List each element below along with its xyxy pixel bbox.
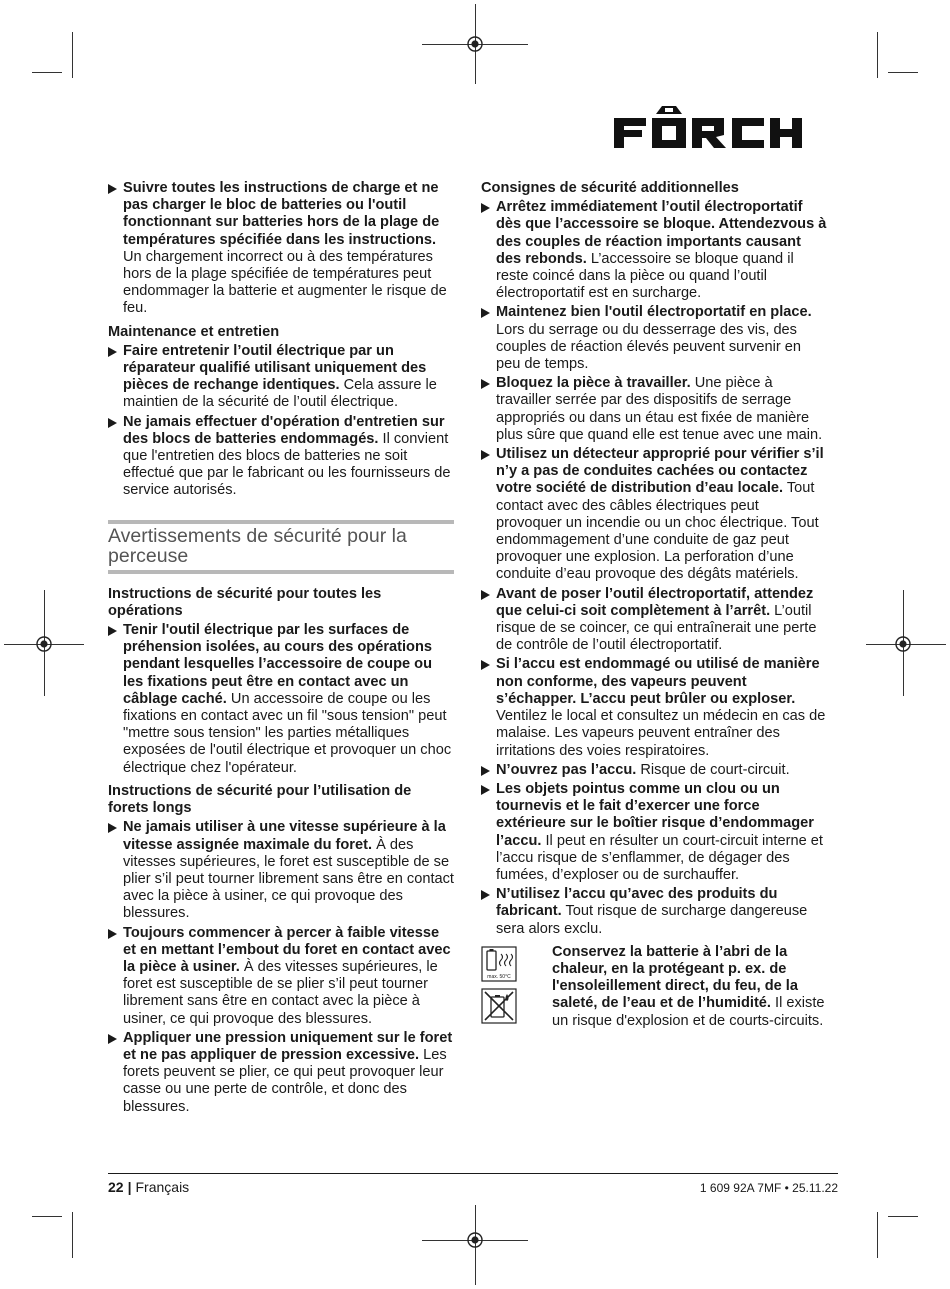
bullet-triangle-icon xyxy=(108,347,117,357)
list-item: Tenir l'outil électrique par les surfaces de préhension isolées, au cours des opérations pendant lesquelles l’accessoire de coupe ou les fixations peut être en contact avec un câblage caché. Un accessoire de coupe ou les fixations en contact avec un fil "sous tension" peut "mettre sous tension" les parties métalliques exposées de l'outil électrique et provoquer un choc électrique chez l'opérateur. xyxy=(108,622,454,777)
registration-mark-icon xyxy=(466,35,484,53)
bullet-triangle-icon xyxy=(108,823,117,833)
list-item: Bloquez la pièce à travailler. Une pièce à travailler serrée par des dispositifs de serrage appropriés ou dans un étau est fixée de manière plus sûre que quand elle est tenue avec une main. xyxy=(481,375,827,444)
crop-mark xyxy=(877,32,878,78)
subheading: Maintenance et entretien xyxy=(108,323,280,340)
page-number: 22 xyxy=(108,1179,124,1195)
footer-page-info xyxy=(108,1179,189,1195)
warning-icons xyxy=(481,946,519,1030)
battery-storage-note xyxy=(481,944,827,1054)
bullet-triangle-icon xyxy=(481,785,490,795)
left-column xyxy=(108,180,454,1118)
bullet-triangle-icon xyxy=(108,418,117,428)
footer-divider xyxy=(108,1173,838,1174)
registration-mark-icon xyxy=(894,635,912,653)
bullet-triangle-icon xyxy=(481,890,490,900)
right-column xyxy=(481,180,827,1054)
section-header xyxy=(108,520,454,574)
crop-mark xyxy=(877,1212,878,1258)
list-item: Avant de poser l’outil électroportatif, attendez que celui-ci soit complètement à l’arrêt. L’outil risque de se coincer, ce qui entraînerait une perte de contrôle de l’outil électroportatif. xyxy=(481,586,827,655)
registration-mark-icon xyxy=(466,1231,484,1249)
crop-mark xyxy=(888,1216,918,1217)
list-item: N’utilisez l’accu qu’avec des produits du fabricant. Tout risque de surcharge dangereuse sera alors exclu. xyxy=(481,886,827,938)
list-item: Si l’accu est endommagé ou utilisé de manière non conforme, des vapeurs peuvent s’échapper. L’accu peut brûler ou exploser. Ventilez le local et consultez un médecin en cas de malaise. Les vapeurs peuvent entraîner des irritations des voies respiratoires. xyxy=(481,656,827,759)
forch-logo xyxy=(612,104,826,150)
list-item: Maintenez bien l'outil électroportatif en place. Lors du serrage ou du desserrage des vis, des couples de réaction élevés peuvent survenir en peu de temps. xyxy=(481,304,827,373)
crop-mark xyxy=(32,1216,62,1217)
footer-doc-code: 1 609 92A 7MF • 25.11.22 xyxy=(699,1181,838,1195)
bullet-triangle-icon xyxy=(481,590,490,600)
list-item: Toujours commencer à percer à faible vitesse et en mettant l’embout du foret en contact avec la pièce à usiner. À des vitesses supérieures, le foret est susceptible de se plier s’il peut tourner librement sans être en contact avec la pièce à usiner, ce qui provoque des blessures. xyxy=(108,925,454,1028)
no-water-icon xyxy=(481,988,517,1024)
section-title: Avertissements de sécurité pour la perceuse xyxy=(108,524,407,567)
list-item: N’ouvrez pas l’accu. Risque de court-circuit. xyxy=(481,762,827,779)
list-item: Utilisez un détecteur approprié pour vérifier s’il n’y a pas de conduites cachées ou contactez votre société de distribution d’eau locale. Tout contact avec des câbles électriques peut provoquer un incendie ou un choc électrique. Tout endommagement d’une conduite de gaz peut provoquer une explosion. La perforation d’une conduite d’eau provoque des dégâts matériels. xyxy=(481,446,827,584)
bullet-triangle-icon xyxy=(108,626,117,636)
bullet-triangle-icon xyxy=(481,308,490,318)
list-item: Appliquer une pression uniquement sur le foret et ne pas appliquer de pression excessive. Les forets peuvent se plier, ce qui peut provoquer leur casse ou une perte de contrôle, et donc des blessures. xyxy=(108,1030,454,1116)
bullet-triangle-icon xyxy=(481,450,490,460)
bullet-triangle-icon xyxy=(481,660,490,670)
crop-mark xyxy=(888,72,918,73)
note-text: Conservez la batterie à l’abri de la chaleur, en la protégeant p. ex. de l'ensoleillement direct, du feu, de la saleté, de l’eau et de l’humidité. Il existe un risque d'explosion et de courts-circuits. xyxy=(552,943,825,1029)
subheading: Instructions de sécurité pour l’utilisation de forets longs xyxy=(108,782,412,817)
bullet-triangle-icon xyxy=(108,929,117,939)
list-item: Suivre toutes les instructions de charge et ne pas charger le bloc de batteries ou l'outil fonctionnant sur batteries hors de la plage de températures spécifiée dans les instructions. Un chargement incorrect ou à des températures hors de la plage spécifiée de températures peut endommager la batterie et augmenter le risque de feu. xyxy=(108,180,454,318)
svg-text:max. 50°C: max. 50°C xyxy=(487,973,511,980)
list-item: Arrêtez immédiatement l’outil électroportatif dès que l’accessoire se bloque. Attendezvous à des couples de réaction importants causant des rebonds. L’accessoire se bloque quand il reste coincé dans la pièce ou quand l’outil électroportatif est en surcharge. xyxy=(481,199,827,302)
list-item: Les objets pointus comme un clou ou un tournevis et le fait d’exercer une force extérieure sur le boîtier risque d’endommager l’accu. Il peut en résulter un court-circuit interne et l’accu risque de s’enflammer, de dégager des fumées, d’exploser ou de surchauffer. xyxy=(481,781,827,884)
bullet-triangle-icon xyxy=(481,203,490,213)
footer-language: Français xyxy=(135,1179,190,1195)
bullet-triangle-icon xyxy=(481,379,490,389)
crop-mark xyxy=(32,72,62,73)
list-item: Ne jamais utiliser à une vitesse supérieure à la vitesse assignée maximale du foret. À des vitesses supérieures, le foret est susceptible de se plier s’il peut tourner librement sans être en contact avec la pièce à usiner, ce qui provoque des blessures. xyxy=(108,819,454,922)
list-item: Faire entretenir l’outil électrique par un réparateur qualifié utilisant uniquement des pièces de rechange identiques. Cela assure le maintien de la sécurité de l’outil électrique. xyxy=(108,343,454,412)
subheading: Instructions de sécurité pour toutes les opérations xyxy=(108,585,382,619)
bullet-triangle-icon xyxy=(108,1034,117,1044)
bullet-triangle-icon xyxy=(481,766,490,776)
bullet-triangle-icon xyxy=(108,184,117,194)
crop-mark xyxy=(72,32,73,78)
subheading: Consignes de sécurité additionnelles xyxy=(481,180,739,196)
footer-separator: | xyxy=(127,1179,132,1195)
list-item: Ne jamais effectuer d'opération d'entretien sur des blocs de batteries endommagés. Il convient que l'entretien des blocs de batteries ne soit effectué que par le fabricant ou les fournisseurs de service autorisés. xyxy=(108,414,454,500)
registration-mark-icon xyxy=(35,635,53,653)
crop-mark xyxy=(72,1212,73,1258)
battery-heat-icon xyxy=(481,946,517,982)
